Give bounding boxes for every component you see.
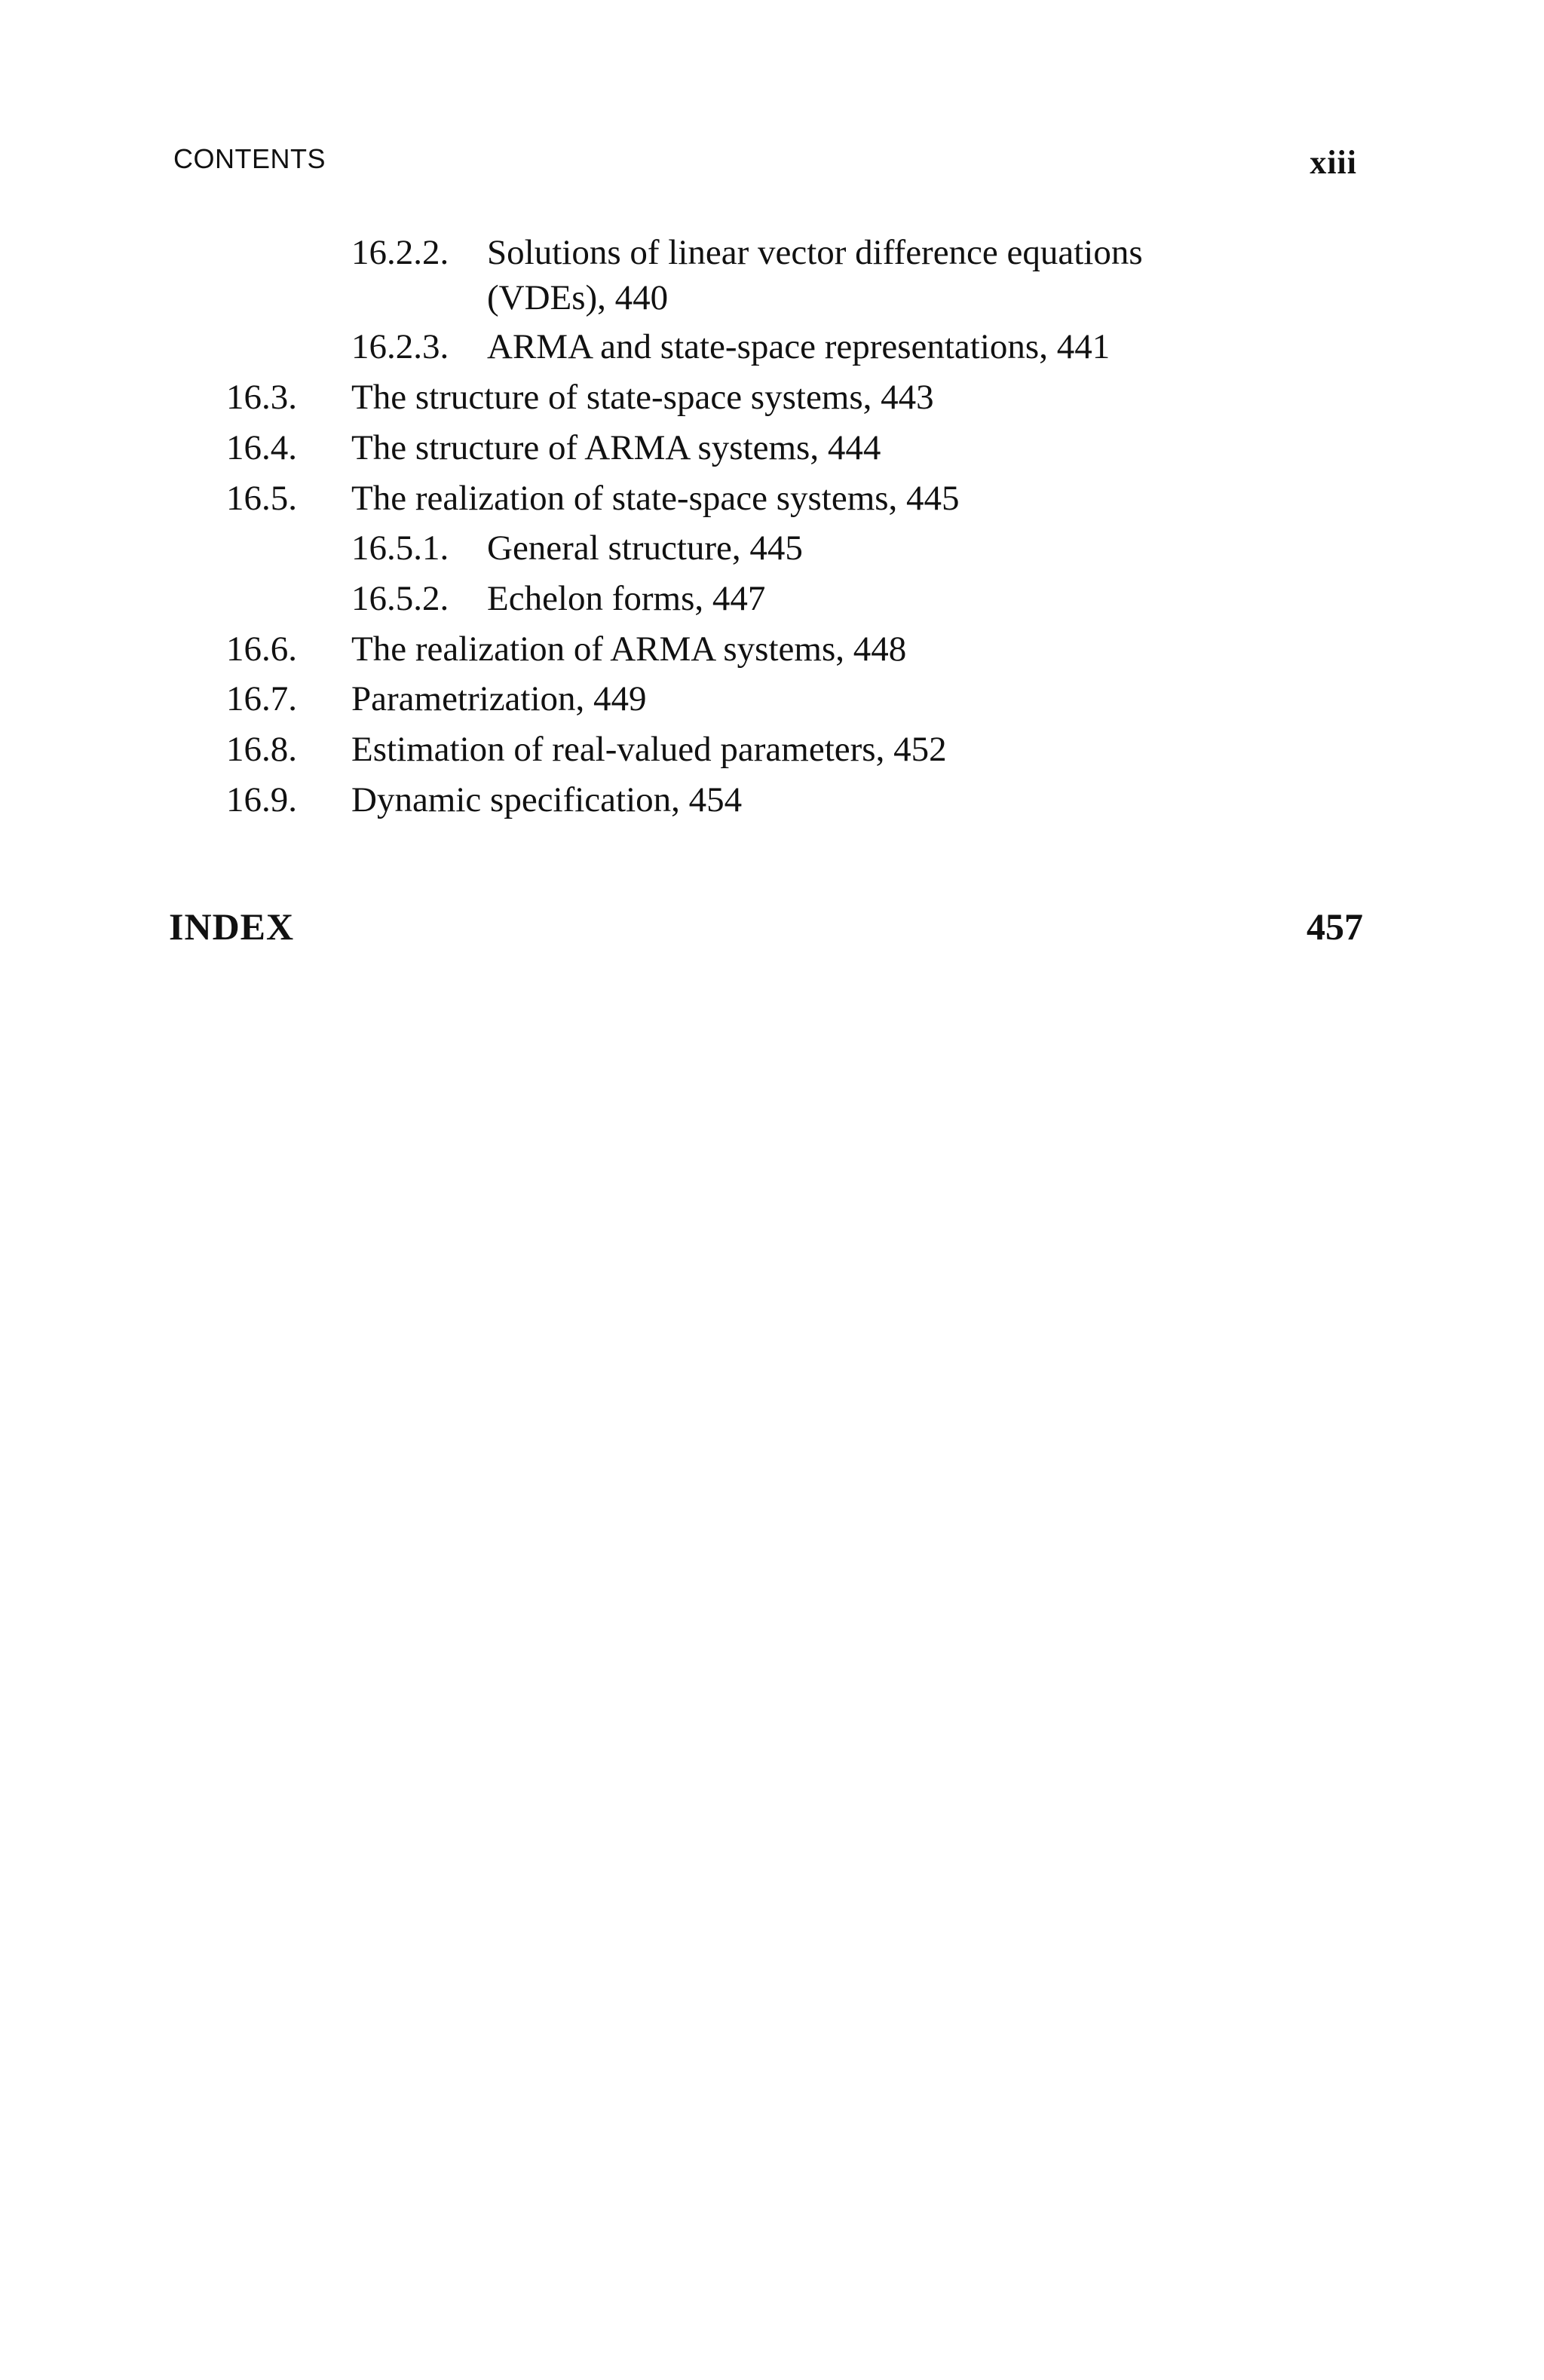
- toc-entry-title: Solutions of linear vector difference equations: [487, 233, 1143, 272]
- index-heading: INDEX: [169, 905, 295, 948]
- toc-entry-continuation: (VDEs), 440: [487, 278, 669, 317]
- toc-entry-number: 16.8.: [226, 730, 297, 769]
- toc-entry-title: The realization of state-space systems, 445: [351, 479, 960, 518]
- toc-entry-16-7: [226, 676, 647, 721]
- toc-entry-title: The structure of state-space systems, 443: [351, 378, 934, 417]
- page-number: xiii: [1310, 144, 1357, 181]
- toc-entry-number: 16.3.: [226, 378, 297, 417]
- toc-entry-number: 16.5.: [226, 479, 297, 518]
- toc-entry-title: The structure of ARMA systems, 444: [351, 428, 881, 467]
- toc-entry-16-5-2: [351, 576, 765, 621]
- toc-entry-title: Echelon forms, 447: [487, 579, 766, 618]
- toc-entry-number: 16.7.: [226, 679, 297, 718]
- toc-entry-title: General structure, 445: [487, 528, 803, 568]
- toc-entry-16-6: [226, 626, 906, 672]
- toc-entry-16-3: [226, 375, 934, 420]
- toc-entry-16-9: [226, 777, 742, 822]
- toc-entry-title: ARMA and state-space representations, 441: [487, 327, 1111, 366]
- toc-entry-title: Dynamic specification, 454: [351, 780, 743, 819]
- index-page-number: 457: [1307, 905, 1363, 948]
- toc-entry-number: 16.6.: [226, 629, 297, 669]
- toc-entry-number: 16.5.1.: [351, 528, 449, 568]
- toc-entry-16-4: [226, 425, 881, 470]
- toc-entry-title: The realization of ARMA systems, 448: [351, 629, 907, 669]
- toc-entry-number: 16.9.: [226, 780, 297, 819]
- toc-entry-number: 16.4.: [226, 428, 297, 467]
- toc-entry-number: 16.2.3.: [351, 327, 449, 366]
- toc-entry-16-5: [226, 476, 960, 521]
- toc-entry-number: 16.5.2.: [351, 579, 449, 618]
- running-head: CONTENTS: [173, 143, 326, 174]
- toc-entry-16-5-1: [351, 525, 803, 571]
- toc-entry-16-2-3: [351, 324, 1110, 369]
- toc-entry-number: 16.2.2.: [351, 233, 449, 272]
- toc-entry-16-2-2: [351, 230, 1143, 275]
- toc-entry-title: Parametrization, 449: [351, 679, 647, 718]
- toc-entry-title: Estimation of real-valued parameters, 452: [351, 730, 947, 769]
- toc-entry-16-8: [226, 727, 947, 772]
